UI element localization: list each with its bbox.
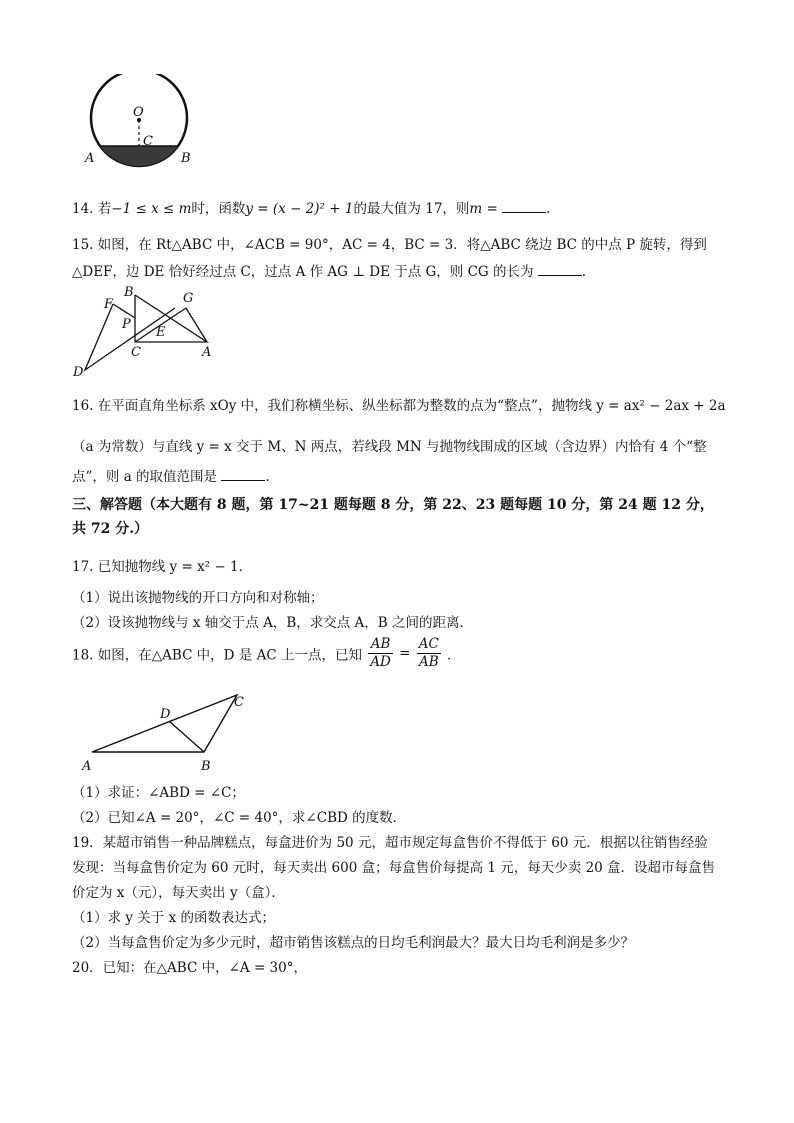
question-16-line-3 [72,465,270,485]
label-a: A [202,345,212,360]
fraction-ab-ad [368,636,393,671]
rotation-figure [70,284,230,380]
question-17-part-2: （2）设该抛物线与 x 轴交于点 A，B，求交点 A，B 之间的距离． [72,615,473,631]
label-c: C [131,345,141,360]
label-b: B [201,759,211,774]
question-15-line-1: 15. 如图，在 Rt△ABC 中，∠ACB = 90°，AC = 4，BC = 3．将△ABC 绕边 BC 的中点 P 旋转，得到 [72,237,707,253]
q14-end: . [546,201,551,217]
q18-text: 18. 如图，在△ABC 中，D 是 AC 上一点，已知 [72,647,362,664]
frac-numerator: AC [418,636,439,652]
label-d: D [73,365,84,380]
answer-blank[interactable] [538,263,582,276]
question-19-part-1: （1）求 y 关于 x 的函数表达式； [72,910,275,926]
label-g: G [183,291,194,306]
segment-ga [186,308,207,342]
q14-text-2: 时，函数 [191,201,246,217]
question-16-line-2: （a 为常数）与直线 y = x 交于 M、N 两点，若线段 MN 与抛物线围成的区域（含边界）内恰有 4 个“整 [72,439,707,455]
label-f: F [104,297,114,312]
label-e: E [156,325,166,340]
question-18-part-1: （1）求证：∠ABD = ∠C； [72,785,245,801]
q14-text-3: 的最大值为 17，则 [353,201,470,217]
fraction-ac-ab [417,636,441,671]
frac-numerator: AB [368,636,393,654]
question-17-part-1: （1）说出该抛物线的开口方向和对称轴； [72,590,324,606]
question-16-line-1: 16. 在平面直角坐标系 xOy 中，我们称横坐标、纵坐标都为整数的点为“整点”，抛物线 y = ax² − 2ax + 2a [72,398,726,414]
q14-condition: −1 ≤ x ≤ m [111,201,192,217]
q15-end: . [581,264,587,280]
label-b: B [181,151,191,166]
frac-denominator: AD [370,654,391,670]
q15-text: △DEF，边 DE 恰好经过点 C，过点 A 作 AG ⊥ DE 于点 G，则 CG 的长为 [72,264,534,280]
label-o: O [133,105,144,120]
label-p: P [122,317,131,332]
question-19-line-3: 价定为 x（元），每天卖出 y（盒）． [72,885,285,901]
q14-m: m = [469,201,498,217]
triangle-abc [92,695,237,752]
q16-end: . [265,469,270,485]
segment-fp [113,304,135,318]
circle-figure [82,74,202,170]
label-c: C [234,695,244,710]
q18-end: ． [447,647,461,664]
label-a: A [85,151,95,166]
q14-function: y = (x − 2)² + 1 [245,201,354,217]
question-17-stem: 17. 已知抛物线 y = x² − 1． [72,559,253,575]
question-19-line-2: 发现：当每盒售价定为 60 元时，每天卖出 600 盒；每盒售价每提高 1 元，每天少卖 20 盒．设超市每盒售 [72,860,716,876]
answer-blank[interactable] [221,468,265,481]
equals-sign: = [399,645,411,662]
frac-denominator: AB [418,654,439,670]
label-d: D [160,707,171,722]
question-18-stem [72,636,461,671]
q16-text: 点”，则 a 的取值范围是 [72,469,218,485]
triangle-figure-18 [74,686,254,778]
section-heading-line-1: 三、解答题（本大题有 8 题，第 17~21 题每题 8 分，第 22、23 题每题 10 分，第 24 题 12 分， [72,497,714,513]
question-15-line-2 [72,260,586,280]
section-heading-line-2: 共 72 分.） [72,521,149,537]
label-a: A [82,759,92,774]
q14-text-1: 若 [97,201,112,217]
segment-bd [169,721,204,752]
label-b: B [124,285,134,300]
answer-blank[interactable] [502,200,546,213]
question-20-stem: 20．已知：在△ABC 中，∠A = 30°， [72,960,307,976]
question-number: 14. [72,201,94,217]
question-14 [72,197,550,217]
question-19-part-2: （2）当每盒售价定为多少元时，超市销售该糕点的日均毛利润最大？最大日均毛利润是多少？ [72,935,635,951]
question-19-line-1: 19．某超市销售一种品牌糕点，每盒进价为 50 元，超市规定每盒售价不得低于 60 元．根据以往销售经验 [72,835,708,851]
question-18-part-2: （2）已知∠A = 20°，∠C = 40°，求∠CBD 的度数． [72,810,407,826]
label-c: C [143,134,153,149]
